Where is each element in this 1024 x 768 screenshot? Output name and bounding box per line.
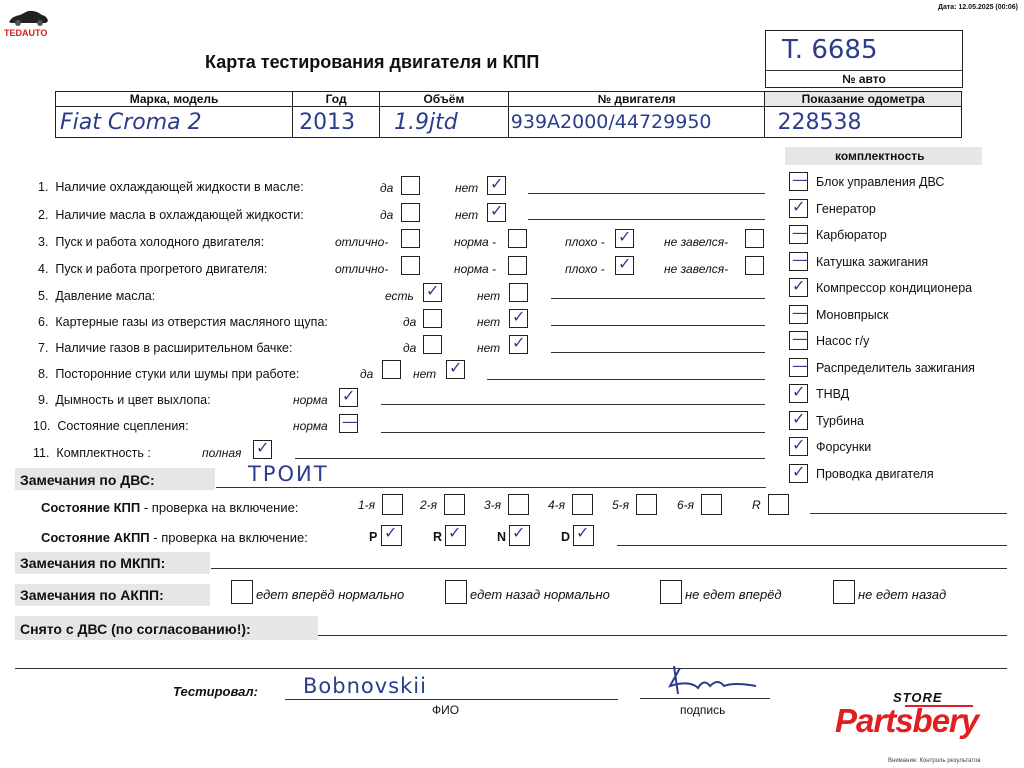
- checkbox-not-started[interactable]: [745, 229, 764, 248]
- checkbox-yes[interactable]: [401, 203, 420, 222]
- kpp-gear-label: 6-я: [677, 498, 695, 512]
- akpp-mode-label: P: [369, 530, 378, 544]
- completeness-item-label: Турбина: [816, 413, 864, 428]
- checkbox-full[interactable]: ✓: [253, 440, 272, 459]
- checkbox-no[interactable]: ✓: [487, 176, 506, 195]
- kpp-gear-checkbox[interactable]: [701, 494, 722, 515]
- checkbox-no[interactable]: ✓: [446, 360, 465, 379]
- completeness-checkbox[interactable]: ✓: [789, 384, 808, 403]
- tested-label: Тестировал:: [173, 684, 258, 699]
- kpp-gear-checkbox[interactable]: [508, 494, 529, 515]
- checkbox-yes[interactable]: [423, 335, 442, 354]
- odometer-value: 228538: [777, 109, 862, 135]
- logo-text: TEDAUTO: [4, 28, 48, 38]
- completeness-item-label: Распределитель зажигания: [816, 360, 975, 375]
- remarks-akpp-label: Замечания по АКПП:: [20, 587, 164, 603]
- completeness-item-label: Проводка двигателя: [816, 466, 934, 481]
- completeness-checkbox[interactable]: —: [789, 225, 808, 244]
- kpp-gear-label: 4-я: [548, 498, 566, 512]
- akpp-remark-checkbox[interactable]: [833, 580, 855, 604]
- kpp-gear-label: 3-я: [484, 498, 502, 512]
- car-logo-icon: [6, 8, 50, 28]
- question-text: Давление масла:: [55, 289, 156, 303]
- question-text: Посторонние стуки или шумы при работе:: [55, 367, 300, 381]
- akpp-mode-checkbox[interactable]: ✓: [509, 525, 530, 546]
- akpp-mode-label: R: [433, 530, 443, 544]
- odometer-label: Показание одометра: [765, 92, 962, 107]
- completeness-item-label: Компрессор кондиционера: [816, 281, 973, 295]
- akpp-mode-checkbox[interactable]: ✓: [445, 525, 466, 546]
- question-text: Комплектность :: [56, 446, 151, 460]
- remarks-dvs-label: Замечания по ДВС:: [20, 472, 155, 488]
- completeness-item-label: Форсунки: [816, 440, 872, 454]
- completeness-item-label: Моновпрыск: [816, 307, 889, 322]
- completeness-item-label: Насос г/у: [816, 334, 870, 348]
- akpp-mode-label: N: [497, 530, 507, 544]
- checkbox-yes[interactable]: [423, 309, 442, 328]
- volume-label: Объём: [380, 92, 509, 107]
- completeness-item-label: Катушка зажигания: [816, 254, 929, 269]
- engine-no-label: № двигателя: [508, 92, 765, 107]
- kpp-gear-checkbox[interactable]: [768, 494, 789, 515]
- completeness-checkbox[interactable]: ✓: [789, 278, 808, 297]
- question-text: Наличие охлаждающей жидкости в масле:: [55, 180, 304, 194]
- akpp-remark-label: едет вперёд нормально: [256, 587, 405, 602]
- question-text: Наличие масла в охлаждающей жидкости:: [55, 208, 304, 222]
- remarks-mkpp-label: Замечания по МКПП:: [20, 555, 166, 571]
- card-number: T. 6685: [782, 35, 878, 65]
- signature-label: подпись: [680, 703, 726, 717]
- checkbox-no[interactable]: [509, 283, 528, 302]
- brand-label: Марка, модель: [56, 92, 293, 107]
- question-text: Наличие газов в расширительном бачке:: [55, 341, 293, 355]
- footer-note: Внимание: Контроль результатов: [888, 758, 981, 764]
- completeness-checkbox[interactable]: ✓: [789, 464, 808, 483]
- card-number-box: [765, 30, 963, 88]
- kpp-label: Состояние КПП - проверка на включение:: [41, 500, 299, 515]
- year-label: Год: [293, 92, 380, 107]
- auto-no-label: № авто: [842, 72, 886, 86]
- kpp-gear-checkbox[interactable]: [636, 494, 657, 515]
- logo: [6, 8, 50, 38]
- remarks-dvs-value: ТРОИТ: [248, 462, 329, 486]
- checkbox-no[interactable]: ✓: [509, 309, 528, 328]
- kpp-gear-checkbox[interactable]: [444, 494, 465, 515]
- akpp-remark-checkbox[interactable]: [231, 580, 253, 604]
- completeness-title: комплектность: [835, 149, 925, 163]
- kpp-gear-label: 5-я: [612, 498, 630, 512]
- checkbox-normal[interactable]: [508, 256, 527, 275]
- tester-name: Bobnovskii: [303, 674, 427, 698]
- akpp-mode-checkbox[interactable]: ✓: [573, 525, 594, 546]
- completeness-item-label: Генератор: [816, 201, 876, 216]
- completeness-checkbox[interactable]: —: [789, 358, 808, 377]
- completeness-checkbox[interactable]: ✓: [789, 411, 808, 430]
- checkbox-normal[interactable]: —: [339, 414, 358, 433]
- checkbox-excellent[interactable]: [401, 256, 420, 275]
- completeness-item-label: Блок управления ДВС: [816, 175, 945, 189]
- completeness-checkbox[interactable]: —: [789, 305, 808, 324]
- fio-label: ФИО: [432, 703, 460, 717]
- akpp-remark-checkbox[interactable]: [660, 580, 682, 604]
- engine-no-value: 939A2000/44729950: [510, 111, 712, 133]
- brand-value: Fiat Croma 2: [60, 109, 202, 135]
- checkbox-normal[interactable]: ✓: [339, 388, 358, 407]
- store-brand: [835, 688, 1005, 748]
- question-text: Пуск и работа прогретого двигателя:: [55, 262, 268, 276]
- brand-name: Partsbery: [835, 702, 979, 739]
- completeness-checkbox[interactable]: ✓: [789, 199, 808, 218]
- akpp-mode-checkbox[interactable]: ✓: [381, 525, 402, 546]
- header-table: [55, 91, 962, 138]
- question-text: Состояние сцепления:: [57, 419, 189, 433]
- kpp-gear-label: R: [752, 498, 761, 512]
- checkbox-no[interactable]: ✓: [487, 203, 506, 222]
- year-value: 2013: [299, 109, 356, 135]
- kpp-gear-label: 2-я: [420, 498, 438, 512]
- kpp-gear-checkbox[interactable]: [382, 494, 403, 515]
- checkbox-no[interactable]: ✓: [509, 335, 528, 354]
- checkbox-yes[interactable]: ✓: [423, 283, 442, 302]
- print-date: Дата: 12.05.2025 (00:06): [937, 4, 1018, 11]
- signature-image: [640, 658, 760, 698]
- checkbox-excellent[interactable]: [401, 229, 420, 248]
- completeness-checkbox[interactable]: —: [789, 172, 808, 191]
- checkbox-not-started[interactable]: [745, 256, 764, 275]
- checkbox-bad[interactable]: ✓: [615, 256, 634, 275]
- store-text: STORE: [893, 690, 943, 705]
- akpp-remark-checkbox[interactable]: [445, 580, 467, 604]
- completeness-item-label: ТНВД: [816, 387, 850, 401]
- checkbox-yes[interactable]: [401, 176, 420, 195]
- kpp-gear-label: 1-я: [358, 498, 376, 512]
- question-text: Пуск и работа холодного двигателя:: [55, 235, 265, 249]
- checkbox-normal[interactable]: [508, 229, 527, 248]
- akpp-remark-label: не едет назад: [858, 587, 947, 602]
- checkbox-yes[interactable]: [382, 360, 401, 379]
- page-title: Карта тестирования двигателя и КПП: [205, 52, 540, 72]
- completeness-checkbox[interactable]: ✓: [789, 437, 808, 456]
- akpp-remark-label: не едет вперёд: [685, 587, 782, 602]
- question-text: Картерные газы из отверстия масляного щупа:: [55, 315, 328, 329]
- volume-value: 1.9jtd: [394, 109, 458, 135]
- removed-label: Снято с ДВС (по согласованию!):: [20, 621, 251, 637]
- kpp-gear-checkbox[interactable]: [572, 494, 593, 515]
- checkbox-bad[interactable]: ✓: [615, 229, 634, 248]
- question-text: Дымность и цвет выхлопа:: [55, 393, 211, 407]
- akpp-mode-label: D: [561, 530, 571, 544]
- completeness-checkbox[interactable]: —: [789, 331, 808, 350]
- completeness-checkbox[interactable]: —: [789, 252, 808, 271]
- akpp-remark-label: едет назад нормально: [470, 587, 610, 602]
- completeness-item-label: Карбюратор: [816, 228, 887, 242]
- akpp-label: Состояние АКПП - проверка на включение:: [41, 530, 308, 545]
